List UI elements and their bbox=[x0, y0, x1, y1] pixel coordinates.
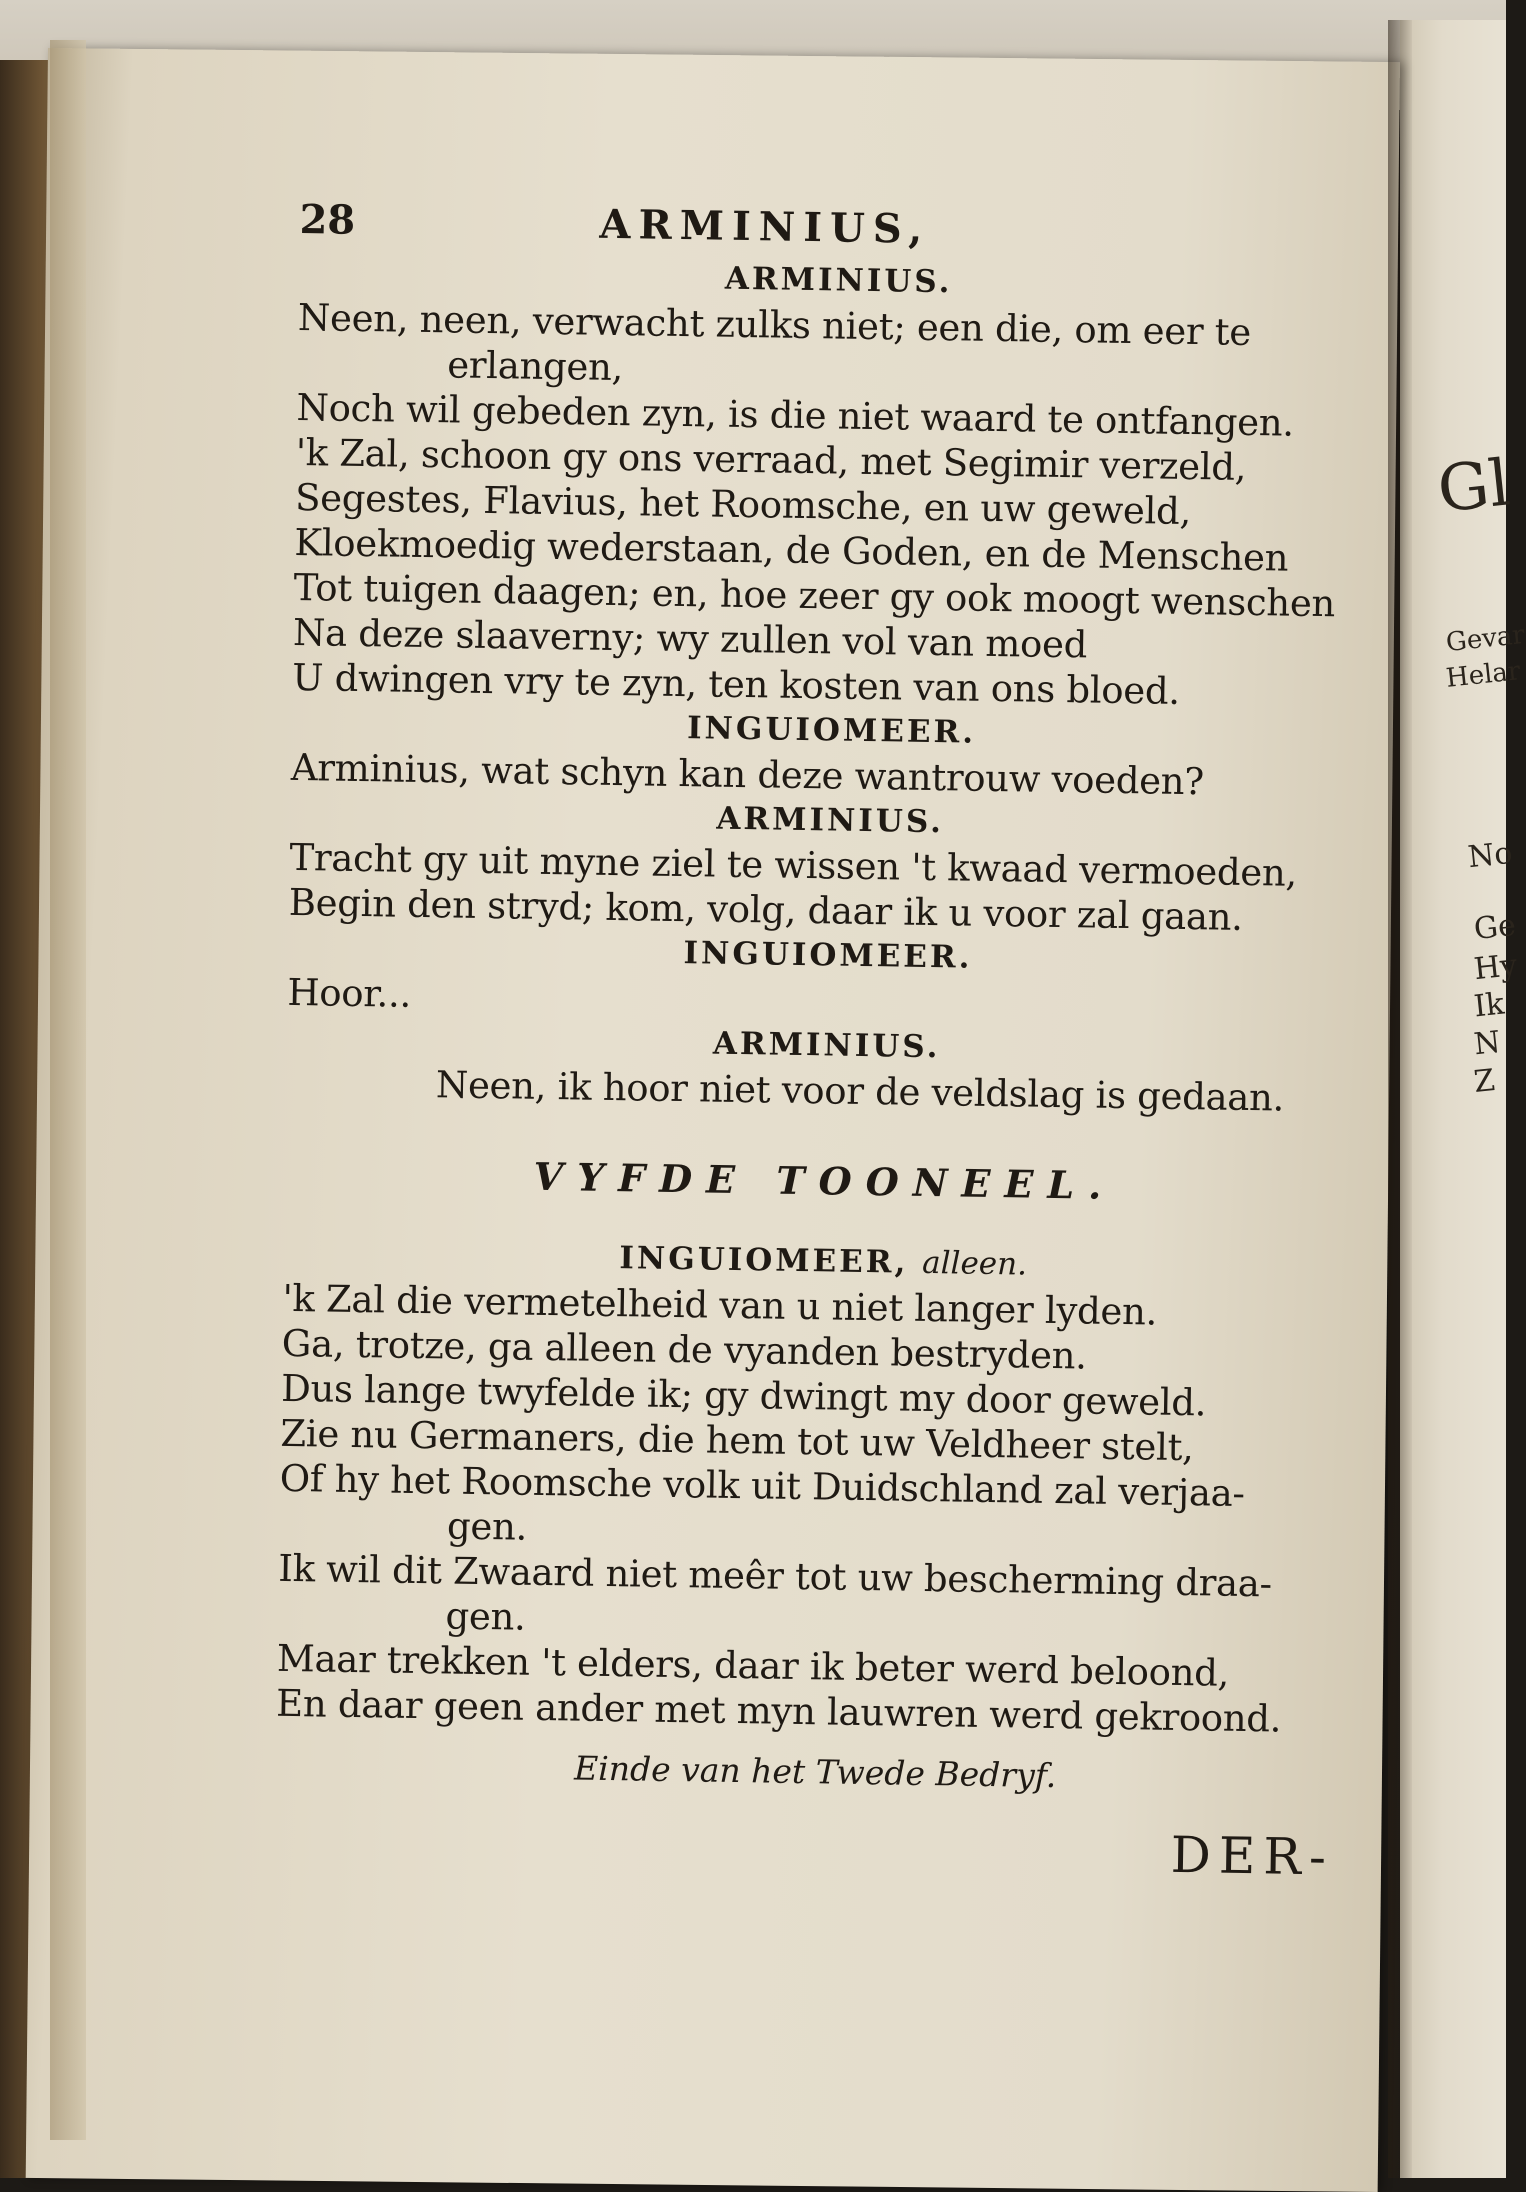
page-edge bbox=[50, 40, 86, 2140]
verse-line: Tot tuigen daagen; en, hoe zeer gy ook moogt wenschen bbox=[293, 565, 1336, 626]
speaker-heading: ARMINIUS. bbox=[716, 800, 945, 841]
speaker-heading: ARMINIUS. bbox=[724, 260, 953, 301]
verse-line: Neen, ik hoor niet voor de veldslag is gedaan. bbox=[435, 1063, 1285, 1120]
speaker-heading: INGUIOMEER. bbox=[686, 710, 977, 751]
verse-line: En daar geen ander met myn lauwren werd gekroond. bbox=[275, 1681, 1282, 1741]
catchword: DER- bbox=[1170, 1825, 1335, 1887]
verse-line: Noch wil gebeden zyn, is die niet waard te ontfangen. bbox=[296, 385, 1295, 445]
page-gutter-shadow bbox=[1388, 20, 1412, 2178]
verse-line: Ik wil dit Zwaard niet meêr tot uw bescherming draa- bbox=[278, 1546, 1273, 1606]
verse-line: Tracht gy uit myne ziel te wissen 't kwaad vermoeden, bbox=[289, 835, 1298, 895]
page-text bbox=[274, 190, 1380, 1893]
verse-line: Kloekmoedig wederstaan, de Goden, en de Menschen bbox=[294, 520, 1289, 580]
speaker-heading: ARMINIUS. bbox=[712, 1025, 941, 1066]
page-number: 28 bbox=[299, 195, 356, 244]
scene-speaker-note: alleen. bbox=[921, 1244, 1028, 1283]
verse-line: Ga, trotze, ga alleen de vyanden bestryden. bbox=[281, 1321, 1088, 1378]
verse-line: Maar trekken 't elders, daar ik beter werd beloond, bbox=[276, 1636, 1230, 1695]
verse-line: gen. bbox=[445, 1594, 526, 1639]
verse-line: Of hy het Roomsche volk uit Duidschland zal verjaa- bbox=[279, 1456, 1245, 1515]
facing-page-fragment: Gevar bbox=[1444, 619, 1526, 659]
verse-line: gen. bbox=[446, 1504, 528, 1549]
facing-page-fragment: Ik bbox=[1472, 986, 1506, 1025]
facing-page-fragment: Helar bbox=[1444, 656, 1522, 694]
verse-line: erlangen, bbox=[446, 343, 624, 390]
verse-line: Segestes, Flavius, het Roomsche, en uw geweld, bbox=[294, 475, 1192, 534]
verse-line: Neen, neen, verwacht zulks niet; een die, om eer te bbox=[297, 295, 1252, 354]
verse-line: 'k Zal, schoon gy ons verraad, met Segimir verzeld, bbox=[295, 430, 1247, 489]
facing-page-fragment: N bbox=[1472, 1024, 1503, 1063]
facing-page-fragment: Ge bbox=[1472, 907, 1518, 948]
facing-page bbox=[1400, 20, 1526, 2178]
facing-page-fragment: Hy bbox=[1472, 947, 1519, 988]
running-title: ARMINIUS, bbox=[599, 200, 931, 253]
scene-title: VYFDE TOONEEL. bbox=[533, 1153, 1116, 1208]
verse-line: Na deze slaaverny; wy zullen vol van moed bbox=[292, 610, 1088, 667]
facing-page-fragment: No bbox=[1466, 835, 1515, 876]
scene-speaker-name: INGUIOMEER, bbox=[619, 1240, 909, 1281]
verse-line: Arminius, wat schyn kan deze wantrouw voeden? bbox=[290, 745, 1205, 804]
verse-line: 'k Zal die vermetelheid van u niet langer lyden. bbox=[282, 1276, 1158, 1334]
verse-line: Begin den stryd; kom, volg, daar ik u voor zal gaan. bbox=[288, 880, 1243, 939]
verse-line: Zie nu Germaners, die hem tot uw Veldheer stelt, bbox=[280, 1411, 1194, 1470]
facing-page-fragment: Gl bbox=[1434, 446, 1514, 528]
verse-line: Hoor... bbox=[287, 970, 412, 1016]
speaker-heading: INGUIOMEER. bbox=[683, 935, 973, 976]
act-ending: Einde van het Twede Bedryf. bbox=[573, 1748, 1057, 1796]
facing-page-fragment: Z bbox=[1472, 1063, 1497, 1100]
verse-line: Dus lange twyfelde ik; gy dwingt my door geweld. bbox=[280, 1366, 1207, 1425]
verse-line: U dwingen vry te zyn, ten kosten van ons bloed. bbox=[292, 655, 1181, 713]
